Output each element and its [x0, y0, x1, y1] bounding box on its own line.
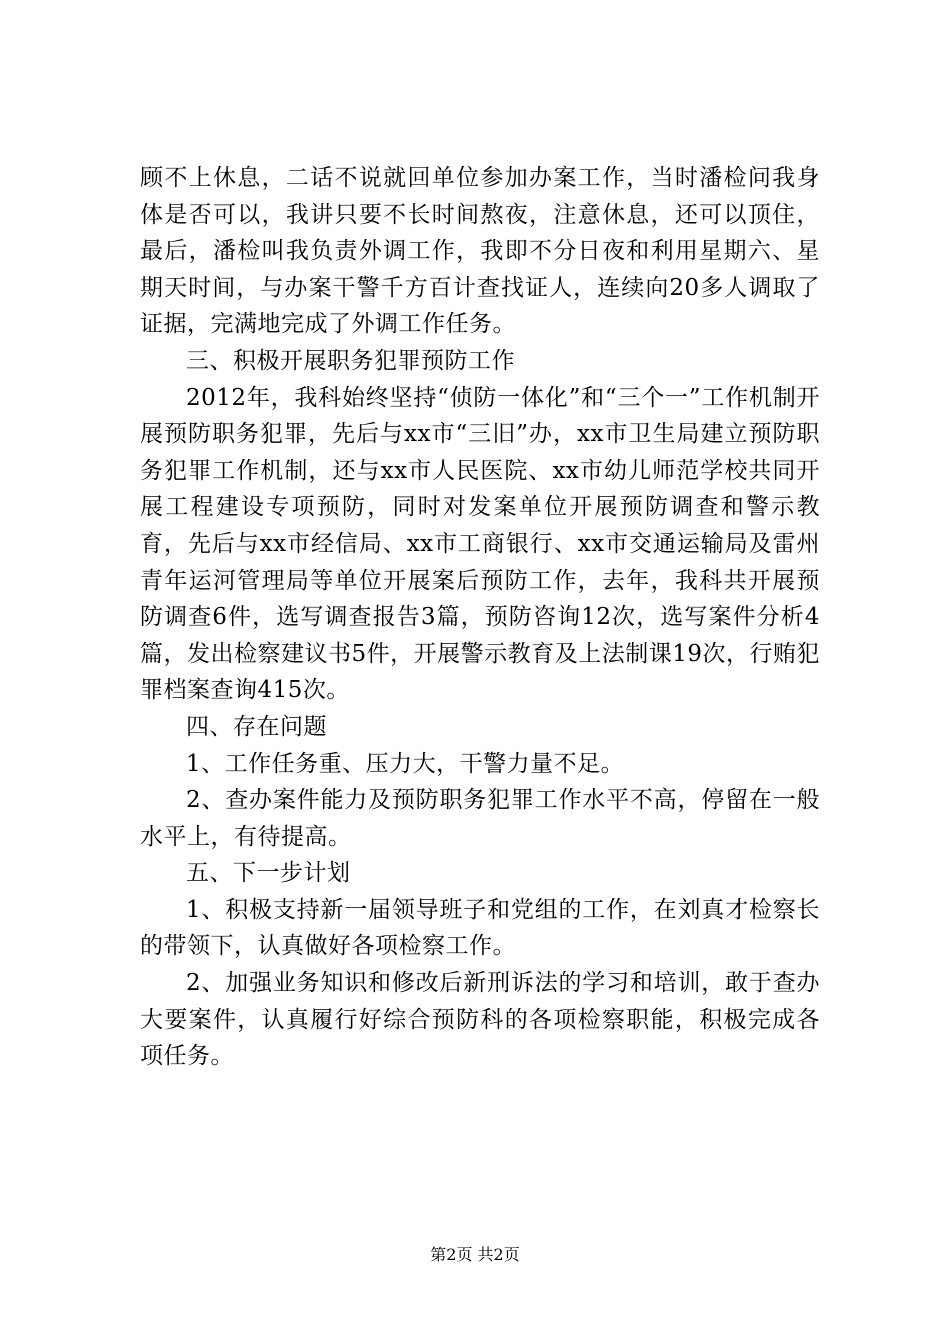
- plan-item-1: 1、积极支持新一届领导班子和党组的工作，在刘真才检察长的带领下，认真做好各项检察工作。: [140, 896, 820, 960]
- problem-item-2: 2、查办案件能力及预防职务犯罪工作水平不高，停留在一般水平上，有待提高。: [140, 787, 820, 850]
- page-number-footer: 第2页 共2页: [430, 1245, 520, 1264]
- paragraph-continuation: 顾不上休息，二话不说就回单位参加办案工作，当时潘检问我身体是否可以，我讲只要不长时间熬夜，注意休息，还可以顶住，最后，潘检叫我负责外调工作，我即不分日夜和利用星期六、星期天时间，与办案干警千方百计查找证人，连续向20多人调取了证据，完满地完成了外调工作任务。: [140, 165, 820, 338]
- section-heading-5: 五、下一步计划: [186, 860, 351, 887]
- plan-item-2: 2、加强业务知识和修改后新刑诉法的学习和培训，敢于查办大要案件，认真履行好综合预防科的各项检察职能，积极完成各项任务。: [140, 970, 820, 1070]
- paragraph-prevention-work: 2012年，我科始终坚持“侦防一体化”和“三个一”工作机制开展预防职务犯罪，先后与xx市“三旧”办，xx市卫生局建立预防职务犯罪工作机制，还与xx市人民医院、xx市幼儿师范学校共同开展工程建设专项预防，同时对发案单位开展预防调查和警示教育，先后与xx市经信局、xx市工商银行、xx市交通运输局及雷州青年运河管理局等单位开展案后预防工作，去年，我科共开展预防调查6件，选写调查报告3篇，预防咨询12次，选写案件分析4篇，发出检察建议书5件，开展警示教育及上法制课19次，行贿犯罪档案查询415次。: [140, 384, 820, 704]
- section-heading-4: 四、存在问题: [186, 713, 327, 740]
- section-heading-3: 三、积极开展职务犯罪预防工作: [186, 347, 515, 374]
- problem-item-1: 1、工作任务重、压力大，干警力量不足。: [186, 750, 625, 777]
- document-body: [140, 160, 820, 1075]
